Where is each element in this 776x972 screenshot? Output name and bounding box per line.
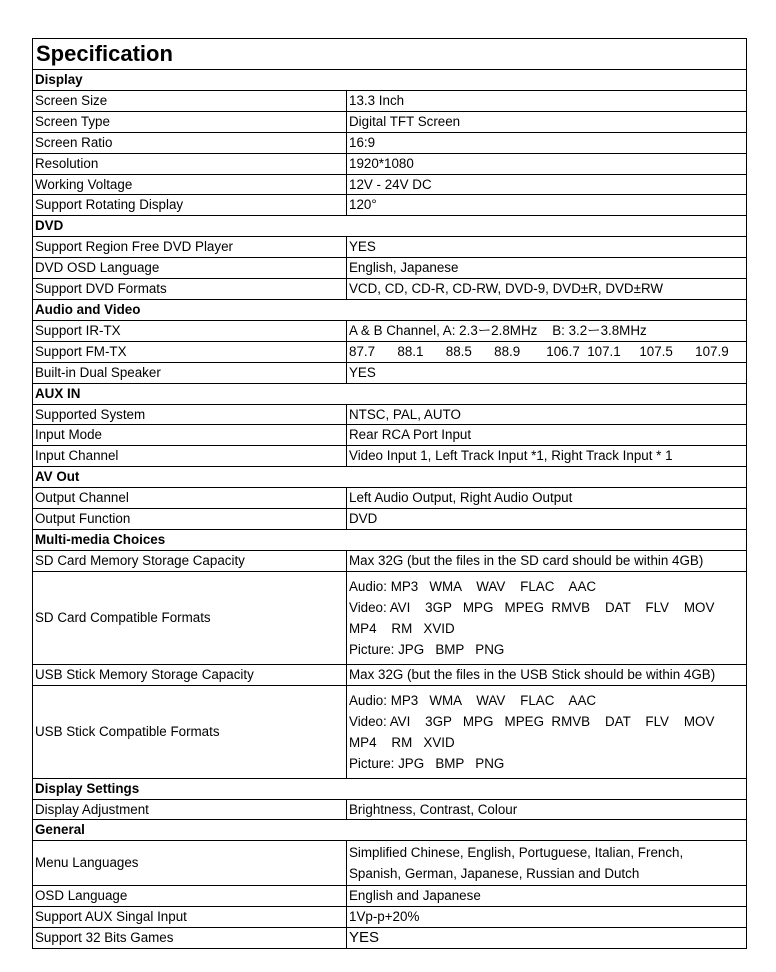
spec-value — [347, 886, 747, 907]
spec-label: Input Channel — [33, 446, 347, 467]
spec-value-line: Audio: MP3 WMA WAV FLAC AAC — [349, 578, 597, 594]
spec-value — [347, 550, 747, 571]
spec-value — [347, 488, 747, 509]
spec-label: Working Voltage — [33, 174, 347, 195]
spec-row-output-channel — [33, 488, 747, 509]
spec-label: Support 32 Bits Games — [33, 928, 347, 949]
spec-row-dvd-osd-language — [33, 258, 747, 279]
spec-label: Support AUX Singal Input — [33, 907, 347, 928]
spec-row-support-ir-tx — [33, 320, 747, 341]
spec-row-input-mode — [33, 425, 747, 446]
spec-value-line: Video Input 1, Left Track Input *1, Right Track Input * 1 — [349, 448, 673, 464]
spec-row-support-region-free-dvd-player — [33, 237, 747, 258]
spec-value — [347, 571, 747, 664]
spec-value-line: 87.7 88.1 88.5 88.9 106.7 107.1 107.5 107.9 — [349, 343, 729, 359]
section-header-aux-in — [33, 383, 747, 404]
spec-value-line: A & B Channel, A: 2.3ー2.8MHz B: 3.2ー3.8MHz — [349, 322, 647, 338]
spec-value-line: YES — [349, 239, 376, 255]
spec-label: Support FM-TX — [33, 341, 347, 362]
spec-label: Support Rotating Display — [33, 195, 347, 216]
spec-value — [347, 799, 747, 820]
spec-value — [347, 404, 747, 425]
spec-value — [347, 928, 747, 949]
spec-row-screen-type — [33, 111, 747, 132]
spec-row-input-channel — [33, 446, 747, 467]
section-header-display — [33, 70, 747, 91]
spec-label: Support IR-TX — [33, 320, 347, 341]
spec-value-line: Brightness, Contrast, Colour — [349, 801, 518, 817]
spec-row-support-dvd-formats — [33, 279, 747, 300]
spec-value-line: 12V - 24V DC — [349, 176, 432, 192]
spec-row-display-adjustment — [33, 799, 747, 820]
spec-row-support-32-bits-games — [33, 928, 747, 949]
spec-value-line: Video: AVI 3GP MPG MPEG RMVB DAT FLV MOV — [349, 599, 715, 615]
spec-row-sd-card-memory-storage-capacity — [33, 550, 747, 571]
spec-value — [347, 153, 747, 174]
spec-title: Specification — [33, 39, 747, 70]
section-title: Multi-media Choices — [33, 529, 747, 550]
spec-label: Input Mode — [33, 425, 347, 446]
spec-value-line: 1920*1080 — [349, 155, 414, 171]
spec-label: Screen Ratio — [33, 132, 347, 153]
section-header-general — [33, 820, 747, 841]
spec-value-line: Digital TFT Screen — [349, 113, 461, 129]
spec-value — [347, 90, 747, 111]
section-header-dvd — [33, 216, 747, 237]
spec-label: OSD Language — [33, 886, 347, 907]
spec-row-osd-language — [33, 886, 747, 907]
section-title: Audio and Video — [33, 299, 747, 320]
spec-label: USB Stick Memory Storage Capacity — [33, 664, 347, 685]
spec-value-line: 120° — [349, 197, 377, 213]
spec-value — [347, 907, 747, 928]
spec-label: Screen Type — [33, 111, 347, 132]
spec-row-built-in-dual-speaker — [33, 362, 747, 383]
spec-value-line: Max 32G (but the files in the USB Stick should be within 4GB) — [349, 666, 716, 682]
section-header-display-settings — [33, 778, 747, 799]
spec-value-line: Audio: MP3 WMA WAV FLAC AAC — [349, 692, 597, 708]
spec-label: Display Adjustment — [33, 799, 347, 820]
spec-value-line: English, Japanese — [349, 260, 459, 276]
spec-row-menu-languages — [33, 841, 747, 886]
spec-label: Resolution — [33, 153, 347, 174]
spec-value — [347, 685, 747, 778]
spec-value-line: Picture: JPG BMP PNG — [349, 755, 505, 771]
spec-value-line: Left Audio Output, Right Audio Output — [349, 490, 573, 506]
spec-row-screen-ratio — [33, 132, 747, 153]
spec-value — [347, 195, 747, 216]
section-header-av-out — [33, 467, 747, 488]
spec-value-line: VCD, CD, CD-R, CD-RW, DVD-9, DVD±R, DVD±RW — [349, 281, 664, 297]
spec-row-supported-system — [33, 404, 747, 425]
spec-value — [347, 446, 747, 467]
spec-row-usb-stick-compatible-formats — [33, 685, 747, 778]
spec-value — [347, 237, 747, 258]
spec-label: Output Function — [33, 509, 347, 530]
spec-row-support-rotating-display — [33, 195, 747, 216]
spec-row-usb-stick-memory-storage-capacity — [33, 664, 747, 685]
spec-label: Output Channel — [33, 488, 347, 509]
spec-value-line: Rear RCA Port Input — [349, 427, 472, 443]
spec-row-resolution — [33, 153, 747, 174]
spec-value — [347, 425, 747, 446]
spec-value-line: Simplified Chinese, English, Portuguese, Italian, French, — [349, 845, 684, 861]
spec-value-line: NTSC, PAL, AUTO — [349, 406, 461, 422]
spec-label: Support Region Free DVD Player — [33, 237, 347, 258]
spec-label: SD Card Memory Storage Capacity — [33, 550, 347, 571]
spec-value-line: YES — [349, 364, 376, 380]
section-header-audio-and-video — [33, 299, 747, 320]
spec-value-line: 16:9 — [349, 134, 376, 150]
spec-value-line: Picture: JPG BMP PNG — [349, 641, 505, 657]
spec-value-line: Video: AVI 3GP MPG MPEG RMVB DAT FLV MOV — [349, 713, 715, 729]
spec-value — [347, 258, 747, 279]
spec-value — [347, 509, 747, 530]
spec-value — [347, 841, 747, 886]
spec-label: Screen Size — [33, 90, 347, 111]
spec-value — [347, 320, 747, 341]
spec-value — [347, 111, 747, 132]
section-title: Display — [33, 70, 747, 91]
section-title: AV Out — [33, 467, 747, 488]
spec-row-support-aux-singal-input — [33, 907, 747, 928]
spec-label: Menu Languages — [33, 841, 347, 886]
spec-value — [347, 132, 747, 153]
section-title: General — [33, 820, 747, 841]
spec-label: SD Card Compatible Formats — [33, 571, 347, 664]
spec-row-working-voltage — [33, 174, 747, 195]
spec-value-line: Spanish, German, Japanese, Russian and Dutch — [349, 866, 640, 882]
spec-label: Supported System — [33, 404, 347, 425]
section-header-multi-media-choices — [33, 529, 747, 550]
spec-row-output-function — [33, 509, 747, 530]
spec-label: DVD OSD Language — [33, 258, 347, 279]
spec-value-line: English and Japanese — [349, 888, 481, 904]
spec-value-line: YES — [349, 929, 380, 947]
section-title: DVD — [33, 216, 747, 237]
title-row — [33, 39, 747, 70]
spec-value — [347, 664, 747, 685]
specification-table-body — [33, 39, 747, 949]
spec-value — [347, 174, 747, 195]
spec-value-line: 13.3 Inch — [349, 92, 405, 108]
spec-value-line: DVD — [349, 511, 378, 527]
spec-row-screen-size — [33, 90, 747, 111]
spec-value-line: Max 32G (but the files in the SD card should be within 4GB) — [349, 552, 704, 568]
specification-table — [32, 38, 747, 949]
spec-label: Support DVD Formats — [33, 279, 347, 300]
spec-value — [347, 341, 747, 362]
section-title: AUX IN — [33, 383, 747, 404]
section-title: Display Settings — [33, 778, 747, 799]
spec-row-support-fm-tx — [33, 341, 747, 362]
spec-value — [347, 279, 747, 300]
spec-value-line: 1Vp-p+20% — [349, 909, 420, 925]
spec-row-sd-card-compatible-formats — [33, 571, 747, 664]
spec-label: Built-in Dual Speaker — [33, 362, 347, 383]
spec-label: USB Stick Compatible Formats — [33, 685, 347, 778]
spec-value-line: MP4 RM XVID — [349, 734, 455, 750]
spec-value-line: MP4 RM XVID — [349, 620, 455, 636]
spec-value — [347, 362, 747, 383]
